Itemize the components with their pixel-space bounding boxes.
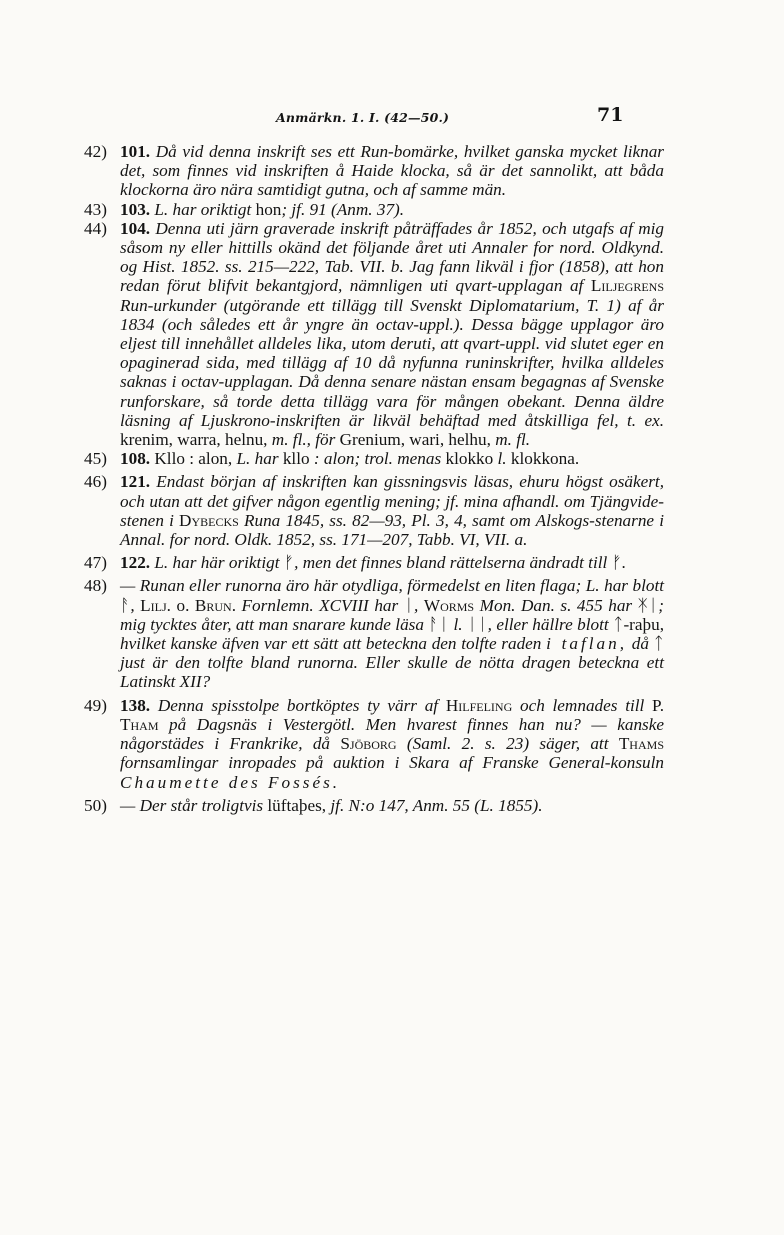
footnote-body [120,576,664,691]
note-text: Runa 1845, ss. 82—93, Pl. 3, 4, samt om Alskogs-stenarne i Annal. for nord. Oldk. 1852, ss. 171—207, Tabb. VI, VII. a. [120,510,664,550]
note-text: på Dagsnäs i Vestergötl. Men hvarest finnes han nu? — kanske någorstädes i Frankrike, då [120,714,664,754]
upright-text: ᛡᛁ [637,595,659,615]
footnote-42 [84,142,664,200]
footnote-body [120,200,664,219]
note-text: , [130,595,141,615]
note-reference: 101. [120,142,151,161]
note-text: L. har [232,449,283,469]
note-text: , eller hällre blott [487,614,614,634]
footnote-number: 49) [84,695,107,715]
running-head: Anmärkn. 1. I. (42—50.) [276,110,450,125]
upright-text: o. [170,595,195,615]
note-text: då [627,634,654,654]
note-text: Endast början af inskriften kan gissningsvis läsas, ehuru högst osäkert, och utan att det gifver någon egentlig mening; jf. mina afhandl. om Tjängvide-stenen i [120,472,664,530]
note-text: Då vid denna inskrift ses ett Run-bomärke, hvilket ganska mycket liknar det, som finnes vid inskriften å Haide klocka, så är det sannolikt, att båda klockorna äro nära samtidigt gutna, och af samme män. [120,142,664,200]
note-text: l. [493,449,511,469]
small-caps-name: Lilj. [140,595,171,615]
upright-text: P. [652,695,664,715]
upright-text: hon [255,199,282,219]
upright-text: ᛏ [653,634,664,654]
note-text: L. har här oriktigt [150,553,284,573]
spaced-text: Chaumette des Fossés. [120,772,341,792]
upright-text: lüftaþes, [267,795,327,815]
footnote-number: 45) [84,449,107,469]
footnote-body [120,472,664,549]
upright-text: ᛁ [403,595,415,615]
spaced-text: i taflan, [546,634,628,654]
note-text: hvilket kanske äfven var ett sätt att beteckna den tolfte raden [120,634,547,654]
footnote-number: 42) [84,142,107,161]
note-text: — Der står troligtvis [120,795,268,815]
small-caps-name: Tham [120,714,159,734]
note-text: Run-urkunder (utgörande ett tillägg till Svenskt Diplomatarium, T. 1) af år 1834 (och således ett år yngre än octav-uppl.). Dessa bägge upplagor äro eljest till innehållet alldeles lika, utom deruti, att qvart-uppl. vid slutet eger en opaginerad sida, med tillägg af 10 då nyfunna runinskrifter, hvilka alldeles saknas i octav-upplagan. Då denna senare nästan ensam begagnas af Svenske runforskare, så torde detta tillägg vara för mången obekant. Denna äldre läsning af Ljuskrono-inskriften är likväl behäftad med åtskilliga fel, t. ex. [120,295,664,430]
footnote-body [120,449,664,468]
upright-text: ᚠ [283,553,295,573]
footnote-body [120,696,664,792]
footnote-45 [84,449,664,468]
footnote-number: 46) [84,472,107,492]
small-caps-name: Liljegrens [590,276,664,296]
note-reference: 121. [120,472,151,492]
notes-list [84,142,664,815]
footnote-number: 44) [84,218,107,238]
footnote-49 [84,696,664,792]
upright-text: kllo [282,449,310,469]
footnote-43 [84,200,664,219]
footnote-48 [84,576,664,691]
footnote-number: 50) [84,795,107,815]
small-caps-name: Worms [423,595,475,615]
note-text: och lemnades till [512,695,653,715]
note-text: : alon; trol. menas [309,449,446,469]
note-text: — Runan eller runorna äro här otydliga, förmedelst en liten flaga; L. har blott [120,576,664,596]
note-text: Denna uti järn graverade inskrift påträffades år 1852, och utgafs af mig såsom ny eller hittills okänd det följande året uti Annaler for nord. Oldkynd. og Hist. 1852. ss. 215—222, Tab. VII. b. Jag fann likväl i fjor (1858), att hon redan förut blifvit bekantgjord, nämnligen uti qvart-upplagan af [120,218,664,296]
note-reference: 103. [120,199,151,219]
footnote-number: 47) [84,553,107,573]
small-caps-name: Dybecks [179,510,239,530]
note-text: fornsamlingar inropades på auktion i Skara af Franske General-konsuln [120,753,664,773]
upright-text: ᚠ [611,553,622,573]
upright-text: Grenium, wari, helhu, [339,430,491,450]
note-text: , men det finnes bland rättelserna ändradt till [294,553,612,573]
small-caps-name: Sjöborg [340,734,397,754]
note-text: ; jf. 91 (Anm. 37). [281,199,405,219]
note-text: m. fl. [490,430,531,450]
small-caps-name: Hilfeling [445,695,513,715]
upright-text: krenim, warra, helnu, [120,430,268,450]
upright-text: klokkona. [510,449,580,469]
small-caps-name: Thams [618,734,664,754]
footnote-47 [84,553,664,572]
note-text: , [414,595,424,615]
note-text: just är den tolfte bland runorna. Eller skulle de nötta dragen beteckna ett Latinskt XII? [120,653,664,692]
note-text: (Saml. 2. s. 23) säger, att [396,734,619,754]
note-text: . [621,553,627,573]
note-text: Mon. Dan. s. 455 har [474,595,638,615]
upright-text: ᚨ [120,595,131,615]
upright-text: ᛏ-raþu, [613,614,664,634]
upright-text: klokko [445,449,494,469]
footnote-body [120,142,664,200]
footnote-body [120,219,664,449]
note-reference: 122. [120,553,151,573]
footnote-44 [84,219,664,449]
footnote-body [120,553,664,572]
note-text: m. fl., för [267,430,340,450]
footnote-body [120,796,664,815]
note-reference: 104. [120,218,151,238]
note-text: L. har oriktigt [150,199,256,219]
note-reference: 138. [120,695,151,715]
footnote-number: 43) [84,199,107,219]
note-text: Denna spisstolpe bortköptes ty värr af [150,695,446,715]
small-caps-name: Brun. [194,595,237,615]
note-text: jf. N:o 147, Anm. 55 (L. 1855). [326,795,543,815]
note-text: Fornlemn. XCVIII har [236,595,404,615]
footnote-number: 48) [84,576,107,596]
footnote-50 [84,796,664,815]
upright-text: ᚨᛁ [428,614,450,634]
note-reference: 108. [120,449,151,469]
upright-text: ᛁᛁ [467,614,488,634]
upright-text: Kllo : alon, [150,449,233,469]
footnote-46 [84,472,664,549]
page-number: 71 [597,104,624,126]
note-text: ; mig tycktes åter, att man snarare kunde läsa [120,595,665,634]
note-text: l. [449,614,467,634]
